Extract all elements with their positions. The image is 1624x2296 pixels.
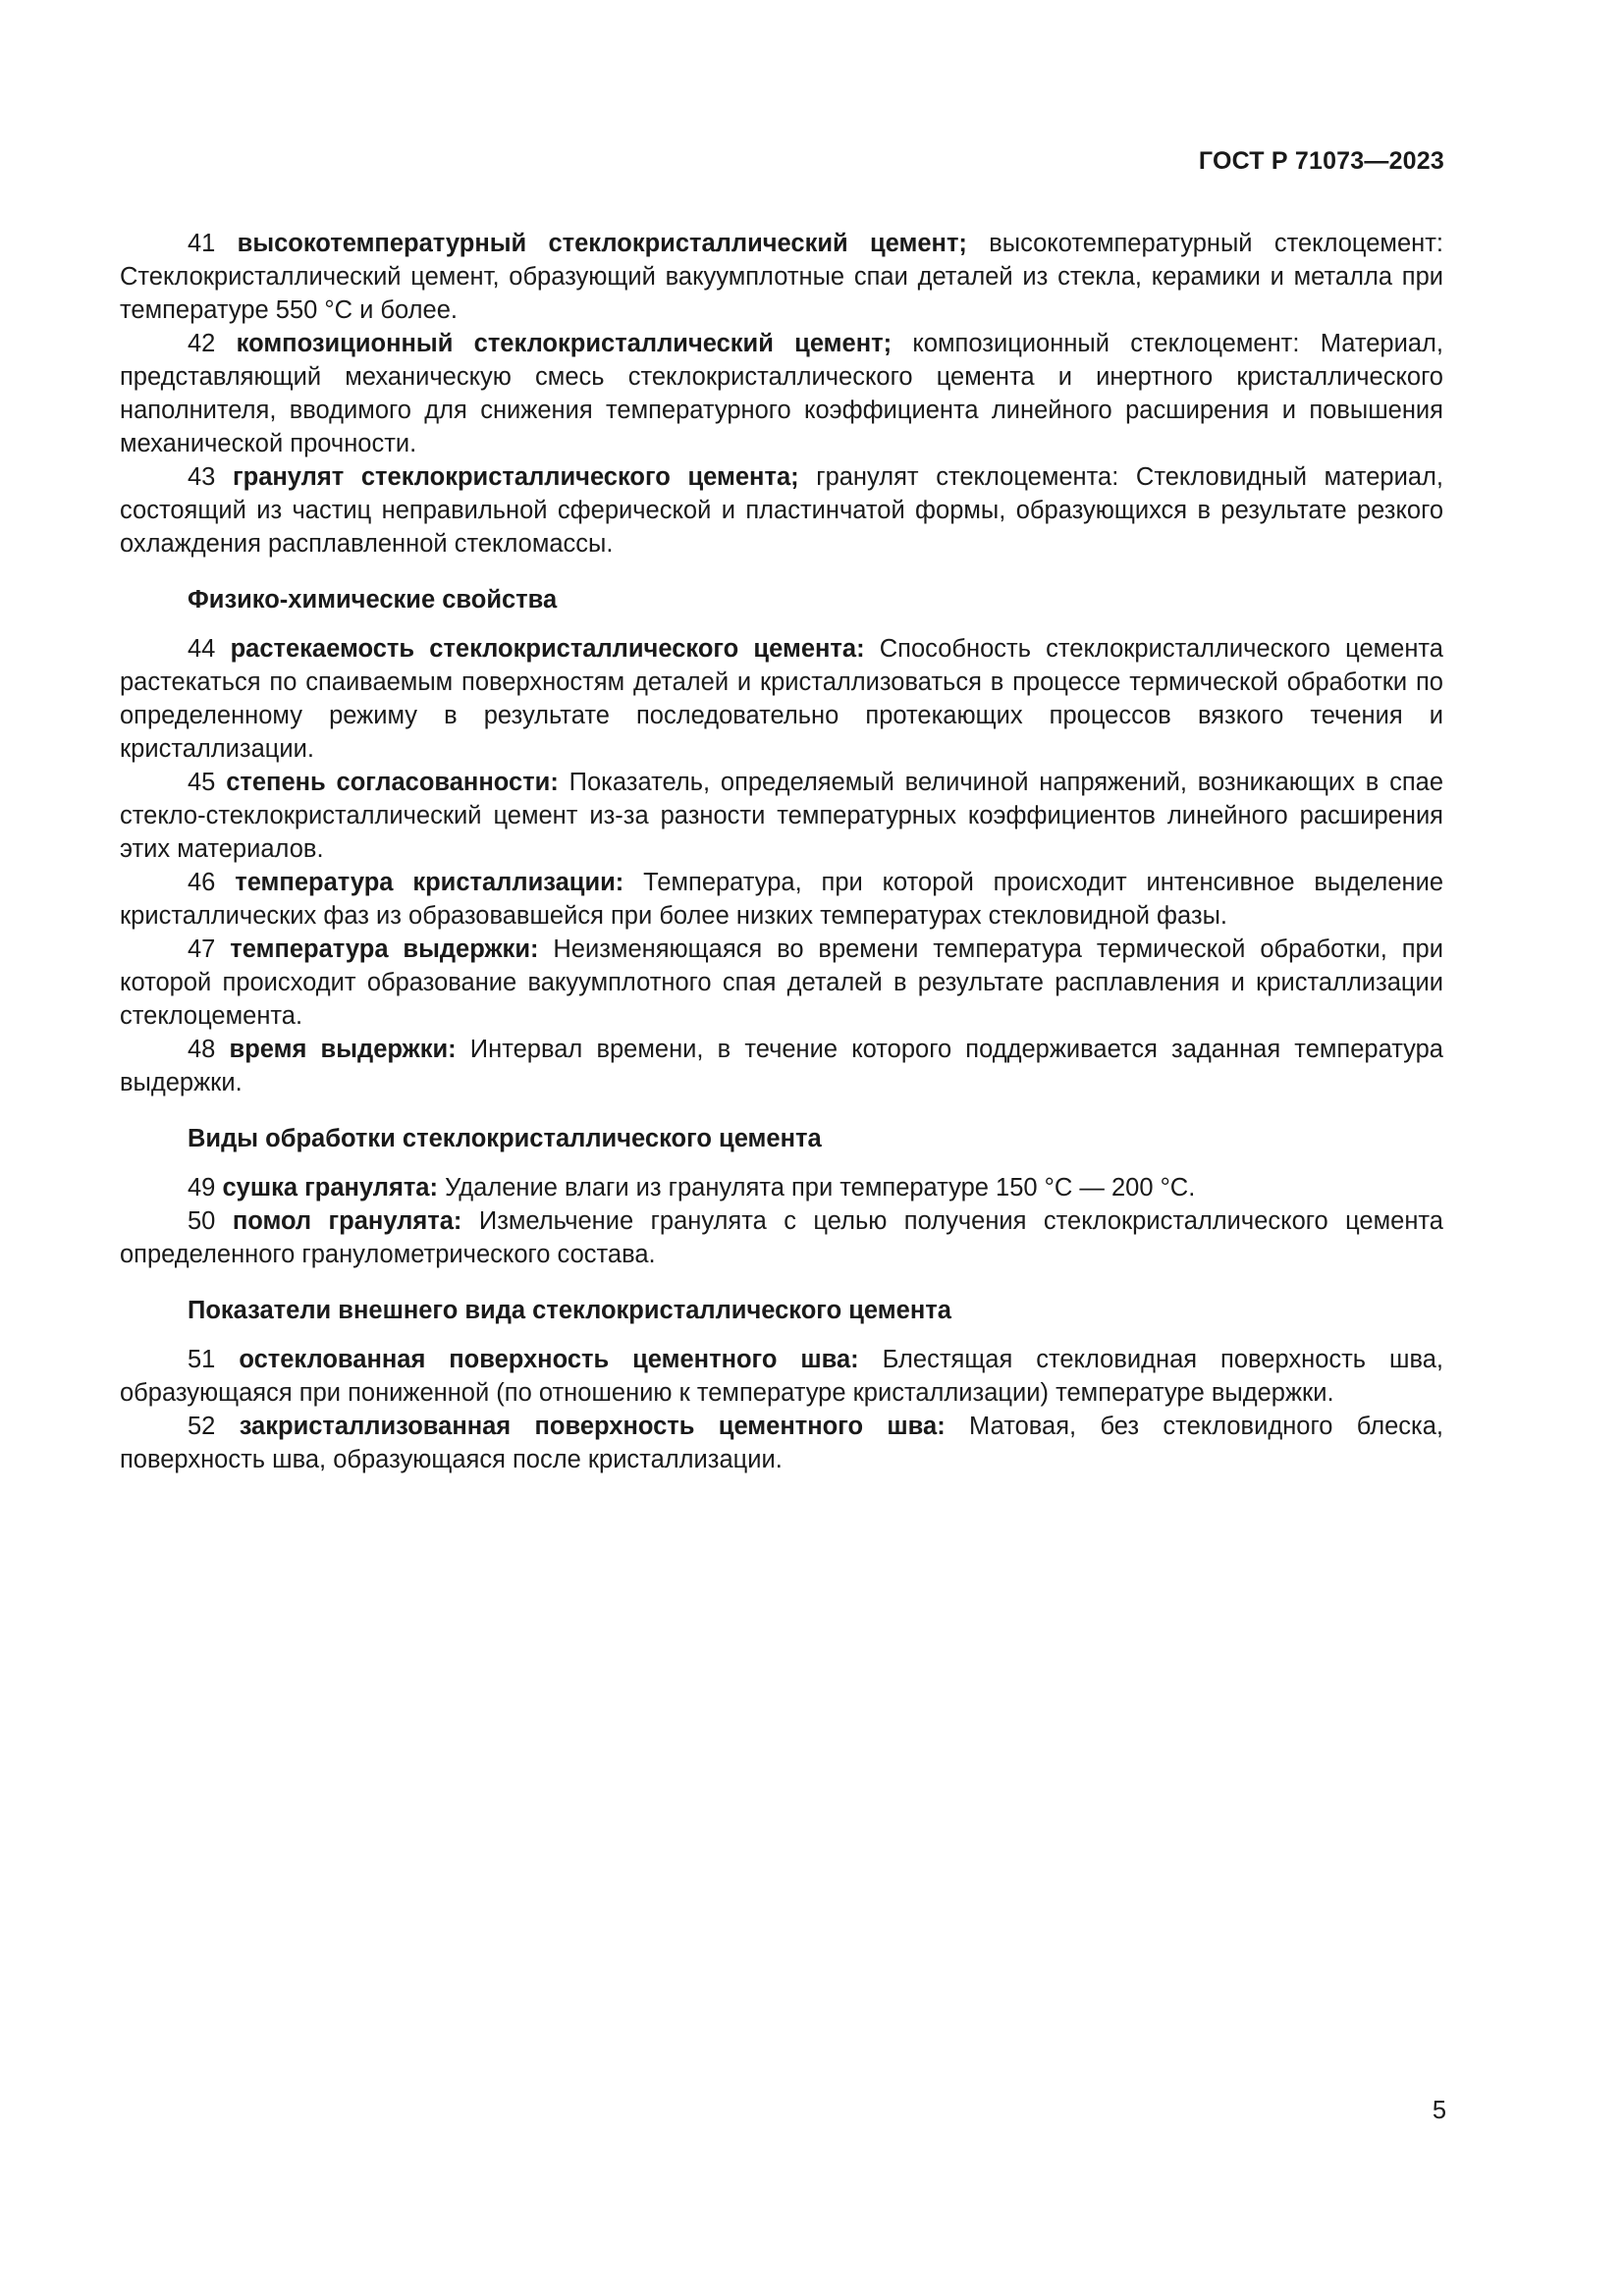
term-entry-52	[120, 1410, 1443, 1476]
entry-definition: Способность стеклокристаллического цемента растекаться по спаиваемым поверхностям деталей и кристаллизоваться в процессе термической обработки по определенному режиму в результате последовательно протекающих процессов вязкого течения и кристаллизации.	[120, 635, 1443, 763]
term-entry-51	[120, 1343, 1443, 1410]
entry-definition: композиционный стеклоцемент: Материал, представляющий механическую смесь стеклокристаллического цемента и инертного кристаллического наполнителя, вводимого для снижения температурного коэффициента линейного расширения и повышения механической прочности.	[120, 330, 1443, 457]
entry-term: гранулят стеклокристаллического цемента;	[233, 463, 799, 491]
entry-term: помол гранулята:	[232, 1207, 462, 1235]
term-entry-42	[120, 327, 1443, 460]
entry-number: 51	[188, 1346, 216, 1373]
entry-number: 48	[188, 1036, 216, 1063]
entry-definition: Матовая, без стекловидного блеска, поверхность шва, образующаяся после кристаллизации.	[120, 1413, 1443, 1473]
section-heading-appearance-indicators: Показатели внешнего вида стеклокристаллического цемента	[188, 1297, 951, 1324]
entry-definition: Блестящая стекловидная поверхность шва, образующаяся при пониженной (по отношению к температуре кристаллизации) температуре выдержки.	[120, 1346, 1444, 1407]
entry-term: растекаемость стеклокристаллического цемента:	[230, 635, 865, 663]
term-entry-44	[120, 632, 1443, 766]
entry-definition: высокотемпературный стеклоцемент: Стеклокристаллический цемент, образующий вакуумплотные спаи деталей из стекла, керамики и металла при температуре 550 °С и более.	[120, 230, 1443, 324]
term-entry-41	[120, 227, 1443, 327]
entry-number: 42	[188, 330, 216, 357]
entry-term: степень согласованности:	[226, 769, 559, 796]
section-heading-physico-chemical: Физико-химические свойства	[188, 586, 558, 614]
term-entry-45	[120, 766, 1443, 866]
entry-term: время выдержки:	[229, 1036, 457, 1063]
term-entry-50	[120, 1204, 1443, 1271]
entry-definition: Интервал времени, в течение которого поддерживается заданная температура выдержки.	[120, 1036, 1443, 1096]
entry-definition: Неизменяющаяся во времени температура термической обработки, при которой происходит образование вакуумплотного спая деталей в результате расплавления и кристаллизации стеклоцемента.	[120, 935, 1443, 1030]
entry-term: остеклованная поверхность цементного шва:	[239, 1346, 859, 1373]
entry-definition: гранулят стеклоцемента: Стекловидный материал, состоящий из частиц неправильной сферической и пластинчатой формы, образующихся в результате резкого охлаждения расплавленной стекломассы.	[120, 463, 1443, 558]
entry-number: 50	[188, 1207, 216, 1235]
entry-term: температура выдержки:	[230, 935, 539, 963]
entry-definition: Показатель, определяемый величиной напряжений, возникающих в спае стекло-стеклокристаллический цемент из-за разности температурных коэффициентов линейного расширения этих материалов.	[120, 769, 1444, 863]
entry-number: 49	[188, 1174, 216, 1201]
term-entry-48	[120, 1033, 1443, 1099]
entry-definition: Температура, при которой происходит интенсивное выделение кристаллических фаз из образовавшейся при более низких температурах стекловидной фазы.	[120, 869, 1444, 930]
term-entry-47	[120, 933, 1443, 1033]
entry-number: 44	[188, 635, 216, 663]
entry-number: 47	[188, 935, 216, 963]
section-heading-processing-types: Виды обработки стеклокристаллического цемента	[188, 1125, 822, 1152]
term-entry-46	[120, 866, 1443, 933]
entry-definition: Измельчение гранулята с целью получения стеклокристаллического цемента определенного гранулометрического состава.	[120, 1207, 1443, 1268]
entry-term: композиционный стеклокристаллический цемент;	[236, 330, 893, 357]
document-code-header: ГОСТ Р 71073—2023	[1198, 147, 1444, 175]
entry-term: закристаллизованная поверхность цементного шва:	[239, 1413, 946, 1440]
entry-term: температура кристаллизации:	[235, 869, 624, 896]
entry-number: 52	[188, 1413, 216, 1440]
entry-number: 45	[188, 769, 216, 796]
entry-number: 43	[188, 463, 216, 491]
term-entry-43	[120, 460, 1443, 561]
entry-term: высокотемпературный стеклокристаллический цемент;	[237, 230, 967, 257]
entry-definition: Удаление влаги из гранулята при температуре 150 °С — 200 °С.	[445, 1174, 1196, 1201]
terms-content	[120, 227, 1443, 1476]
page-number: 5	[1432, 2097, 1446, 2124]
entry-number: 41	[188, 230, 216, 257]
entry-term: сушка гранулята:	[222, 1174, 438, 1201]
entry-number: 46	[188, 869, 216, 896]
term-entry-49	[120, 1171, 1443, 1204]
